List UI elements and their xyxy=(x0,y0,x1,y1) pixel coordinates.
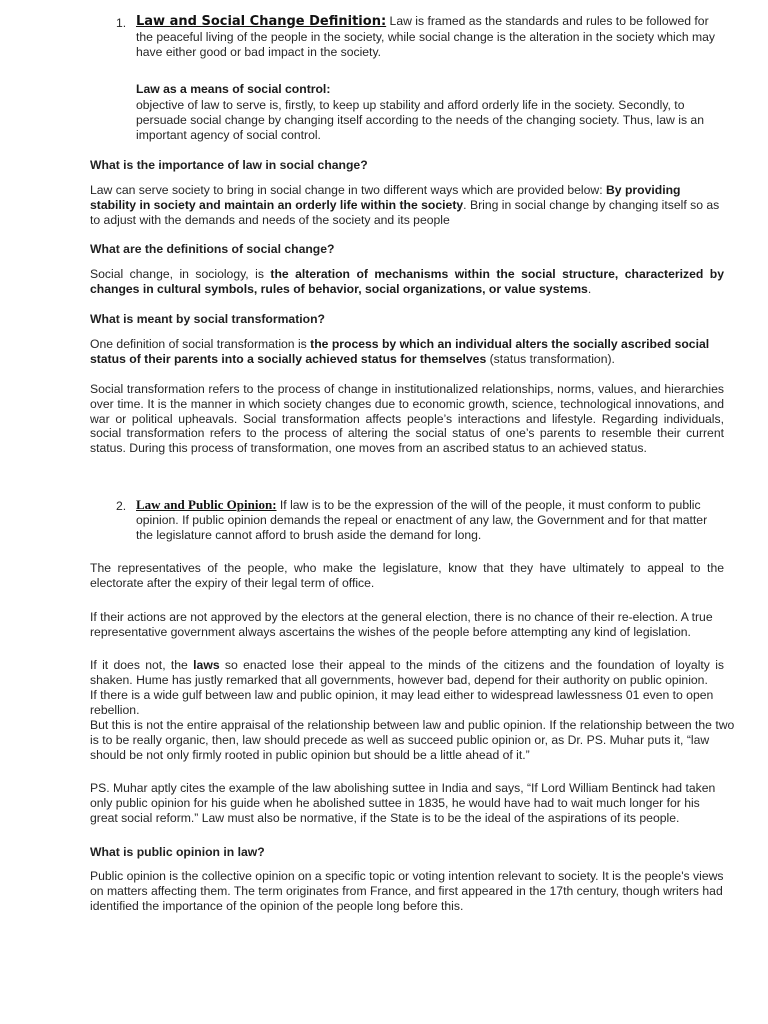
section2-p4: PS. Muhar aptly cites the example of the law abolishing suttee in India and says, “If Lord William Bentinck had taken only public opinion for his guide when he abolished suttee in 1835, he would have had to wait much longer for his great social reform.” Law must also be normative, if the State is to be the ideal of the aspirations of its people. xyxy=(90,781,716,825)
section2-intro: If law is to be the expression of the will of the people, it must conform to public opinion. If public opinion demands the repeal or enactment of any law, the Government and for that matter the legislature cannot afford to brush aside the demand for long. xyxy=(136,498,708,542)
q3-question: What is meant by social transformation? xyxy=(90,312,325,326)
section2-p1: The representatives of the people, who make the legislature, know that they have ultimately to appeal to the electorate after the expiry of their legal term of office. xyxy=(90,561,724,590)
section2-title: Law and Public Opinion: xyxy=(136,497,277,512)
section2-p3-line2: If there is a wide gulf between law and public opinion, it may lead either to widespread lawlessness 01 even to open rebellion. xyxy=(90,688,714,717)
q3-answer: One definition of social transformation is the process by which an individual alters the socially ascribed social status of their parents into a socially achieved status for themselves (status transformation). xyxy=(90,337,710,366)
list-number-2: 2. xyxy=(116,499,127,513)
q1-answer: Law can serve society to bring in social change in two different ways which are provided below: By providing stability in society and maintain an orderly life within the society. Bring in social change by changing itself so as to adjust with the demands and needs of the society and its people xyxy=(90,183,720,227)
section2-p3-line3: But this is not the entire appraisal of the relationship between law and public opinion. If the relationship between the two is to be really organic, then, law should precede as well as succeed public opinion or, as Dr. PS. Muhar puts it, “law should be not only firmly rooted in public opinion but should be a little ahead of it.” xyxy=(90,718,735,762)
q3-paragraph: Social transformation refers to the process of change in institutionalized relationships, norms, values, and hierarchies over time. It is the manner in which society changes due to economic growth, science, technological innovations, and war or political upheavals. Social transformation affects people’s interactions and lifestyle. Regarding individuals, social transformation refers to the process of altering the social status of one’s parents to resemble their current status. During this process of transformation, one moves from an ascribed status to an achieved status. xyxy=(90,382,724,456)
section1-title: Law and Social Change Definition: xyxy=(136,14,387,29)
section2-intro-paragraph xyxy=(136,498,726,542)
section1-control-text: objective of law to serve is, firstly, to keep up stability and afford orderly life in the society. Secondly, to persuade social change by changing itself according to the needs of the changing society. Thus, law is an important agency of social control. xyxy=(136,98,704,142)
section1-control-heading: Law as a means of social control: xyxy=(136,82,331,96)
section1-intro: Law is framed as the standards and rules to be followed for the peaceful living of the people in the society, while social change is the alteration in the society which may have either good or bad impact in the society. xyxy=(136,14,716,59)
q1-question: What is the importance of law in social change? xyxy=(90,158,368,172)
q2-answer: Social change, in sociology, is the alteration of mechanisms within the social structure, characterized by changes in cultural symbols, rules of behavior, social organizations, or value systems. xyxy=(90,267,724,296)
q4-answer: Public opinion is the collective opinion on a specific topic or voting intention relevant to society. It is the people's views on matters affecting them. The term originates from France, and first appeared in the 17th century, though writers had identified the importance of the opinion of the people long before this. xyxy=(90,869,724,913)
section2-p3: If it does not, the laws so enacted lose their appeal to the minds of the citizens and the foundation of loyalty is shaken. Hume has justly remarked that all governments, however bad, depend for their authority on public opinion. xyxy=(90,658,725,687)
section2-p2: If their actions are not approved by the electors at the general election, there is no chance of their re-election. A true representative government always ascertains the wishes of the people before attempting any kind of legislation. xyxy=(90,610,713,639)
section1-intro-paragraph xyxy=(136,14,726,59)
list-number-1: 1. xyxy=(116,16,127,30)
q4-question: What is public opinion in law? xyxy=(90,845,265,859)
q2-question: What are the definitions of social change? xyxy=(90,242,335,256)
